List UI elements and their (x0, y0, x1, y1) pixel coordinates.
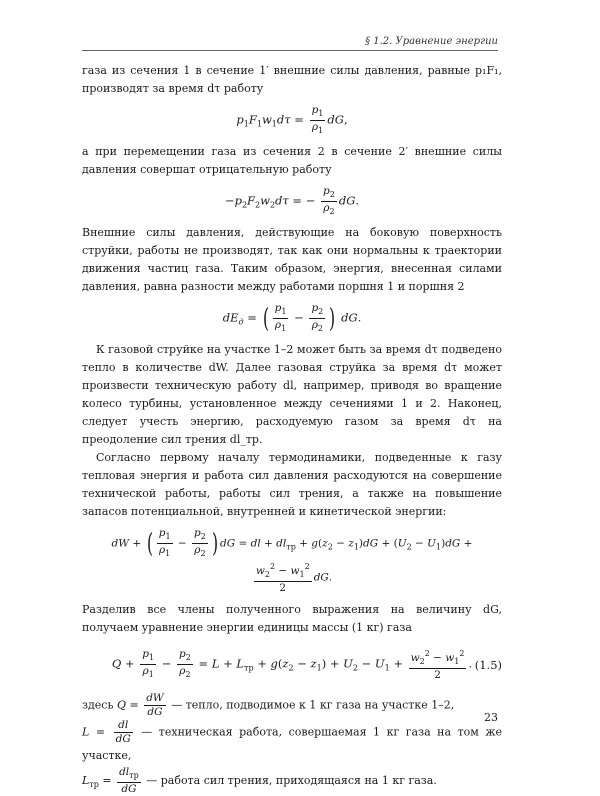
paragraph-1: газа из сечения 1 в сечение 1′ внешние силы давления, равные p₁F₁, производят за время dτ работу (82, 64, 502, 95)
definition-ltr-text: — работа сил трения, приходящаяся на 1 кг газа. (146, 774, 437, 787)
paragraph-3: Внешние силы давления, действующие на боковую поверхность струйки, работы не производят, так как они нормальны к траектории движения частиц газа. Таким образом, энергия, внесенная силами давления, равна разности между работами поршня 1 и поршня 2 (82, 226, 502, 293)
definition-l: L = $\frac{dl}{dG}$ — техническая работа, совершаемая 1 кг газа на том же участке, (82, 719, 503, 762)
page-number: 23 (484, 711, 498, 724)
definitions (82, 692, 502, 796)
definition-q-text: — тепло, подводимое к 1 кг газа на участке 1–2, (171, 698, 455, 712)
running-header: § 1.2. Уравнение энергии (365, 36, 498, 47)
equation-pressure-energy: $dE_д$ = ( $\frac{p_1}{\rho_1}$ − $\frac{p_2}{\rho_2}$ ) dG. (222, 302, 362, 334)
paragraph-6: Разделив все члены полученного выражения на величину dG, получаем уравнение энергии единицы массы (1 кг) газа (82, 603, 502, 634)
equation-work-section-1: $p_1F_1w_1d\tau$ = $\frac{p_1}{\rho_1}$ dG, (236, 104, 348, 135)
page-body (82, 62, 502, 796)
paragraph-5: Согласно первому началу термодинамики, подведенные к газу тепловая энергия и работа сил давления расходуются на совершение технической работы, работы сил трения, а также на повышение запасов потенциальной, внутренней и кинетической энергии: (82, 451, 502, 518)
paragraph-4: К газовой струйке на участке 1–2 может быть за время dτ подведено тепло в количестве dW. Далее газовая струйка за время dτ может произвести техническую работу dl, например, приводя во вращение колесо турбины, установленное между сечениями 1 и 2. Наконец, следует учесть энергию, расходуемую газом за время dτ на преодоление сил трения dl_тр. (82, 343, 502, 446)
paragraph-2: а при перемещении газа из сечения 2 в сечение 2′ внешние силы давления совершат отрицательную работу (82, 145, 502, 176)
definition-q: здесь Q = $\frac{dW}{dG}$ — тепло, подводимое к 1 кг газа на участке 1–2, (82, 692, 455, 718)
equation-energy-balance: dW + ( $\frac{p_1}{\rho_1}$ − $\frac{p_2}{\rho_2}$ ) dG = dl + $dl_{тр} + g(z_2 - z_1)dG + (U_2 - U_1)dG$ + $\frac{w_2^2 - w_1^2}{2}$ dG. (111, 527, 473, 594)
definition-l-text: — техническая работа, совершаемая 1 кг газа на том же участке, (82, 725, 503, 762)
equation-number: (1.5) (474, 657, 502, 672)
definition-ltr: $L_{тр}$ = $\frac{dl_{тр}}{dG}$ — работа сил трения, приходящаяся на 1 кг газа. (82, 766, 437, 795)
equation-work-section-2: $-p_2F_2w_2d\tau$ = − $\frac{p_2}{\rho_2}$ dG. (224, 185, 360, 216)
equation-1-5: Q + $\frac{p_1}{\rho_1}$ − $\frac{p_2}{\rho_2}$ = $L + L_{тр} + g(z_2 - z_1) + U_2 - U_1$ + $\frac{w_2^2 - w_1^2}{2}$ . (1.5) (111, 648, 502, 681)
header-rule (82, 50, 498, 51)
